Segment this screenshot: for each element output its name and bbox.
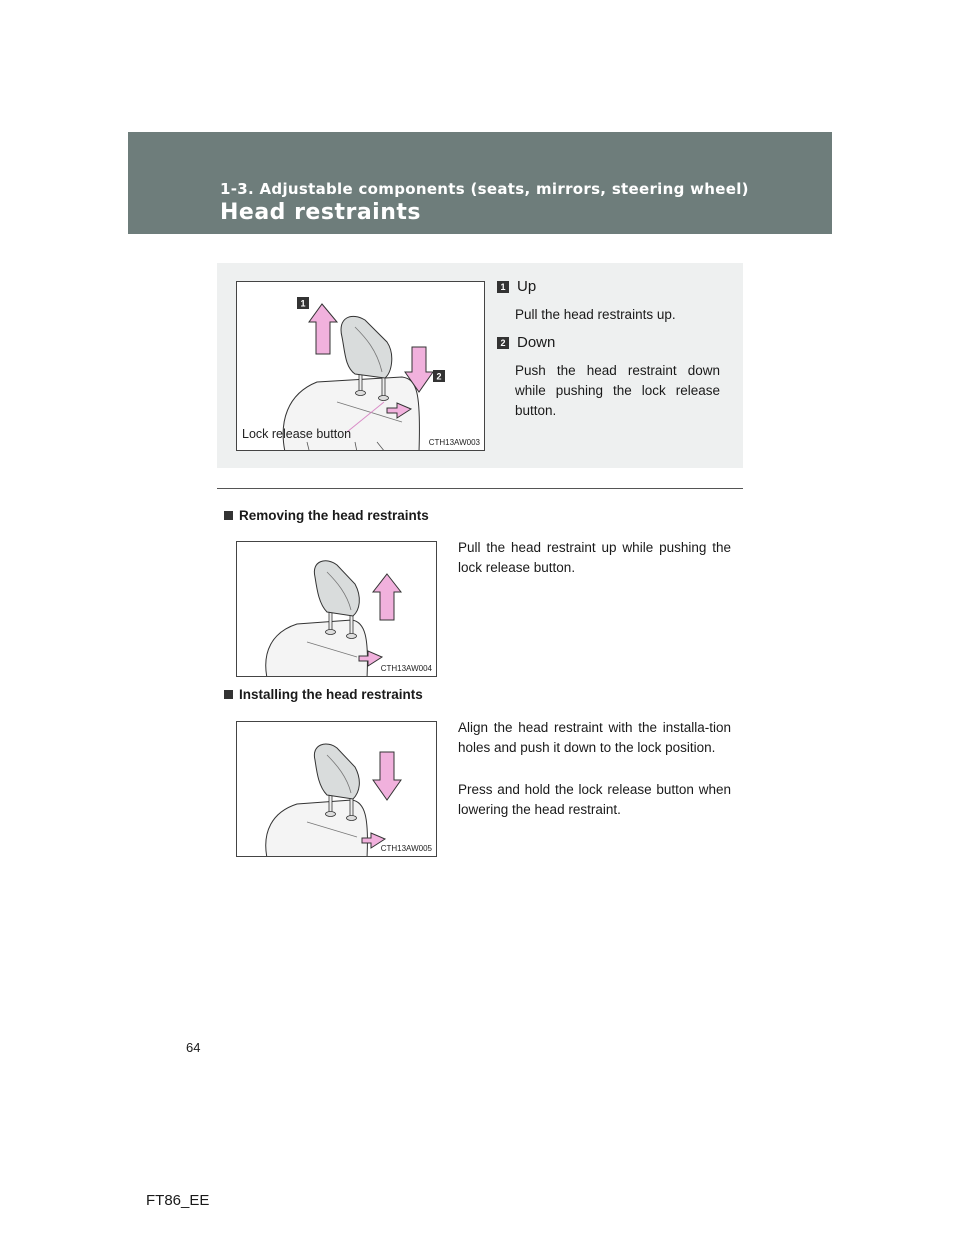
installing-text-1: Align the head restraint with the installa-tion holes and push it down to the lock position.	[458, 720, 731, 755]
figure-marker-1: 1	[300, 298, 306, 309]
footer-code: FT86_EE	[146, 1192, 210, 1209]
installing-heading: Installing the head restraints	[224, 687, 423, 702]
figure-installing	[236, 721, 437, 857]
removing-text: Pull the head restraint up while pushing the lock release button.	[458, 540, 731, 575]
figure-removing	[236, 541, 437, 677]
head-restraint-install-illustration	[237, 722, 437, 857]
step-description: Push the head restraint down while pushing the lock release button.	[515, 363, 720, 418]
divider	[217, 488, 743, 489]
square-bullet-icon	[224, 690, 233, 699]
page-title: Head restraints	[220, 200, 421, 225]
figure-code: CTH13AW004	[380, 664, 432, 673]
step-title: Down	[517, 334, 556, 351]
step-up	[497, 278, 536, 295]
figure-marker-2: 2	[436, 371, 442, 382]
section-title: 1-3. Adjustable components (seats, mirrors, steering wheel)	[220, 180, 749, 198]
figure-code: CTH13AW003	[428, 438, 480, 447]
step-number-icon: 1	[497, 281, 509, 293]
square-bullet-icon	[224, 511, 233, 520]
figure-adjust	[236, 281, 485, 451]
installing-text-2: Press and hold the lock release button when lowering the head restraint.	[458, 782, 731, 817]
step-title: Up	[517, 278, 537, 295]
figure-code: CTH13AW005	[380, 844, 432, 853]
head-restraint-illustration	[237, 282, 485, 451]
head-restraint-remove-illustration	[237, 542, 437, 677]
lock-release-label: Lock release button	[242, 427, 352, 441]
removing-heading: Removing the head restraints	[224, 508, 429, 523]
step-down	[497, 334, 555, 351]
chapter-header	[128, 132, 832, 234]
step-description: Pull the head restraints up.	[515, 307, 676, 322]
page-number: 64	[186, 1040, 201, 1055]
step-number-icon: 2	[497, 337, 509, 349]
